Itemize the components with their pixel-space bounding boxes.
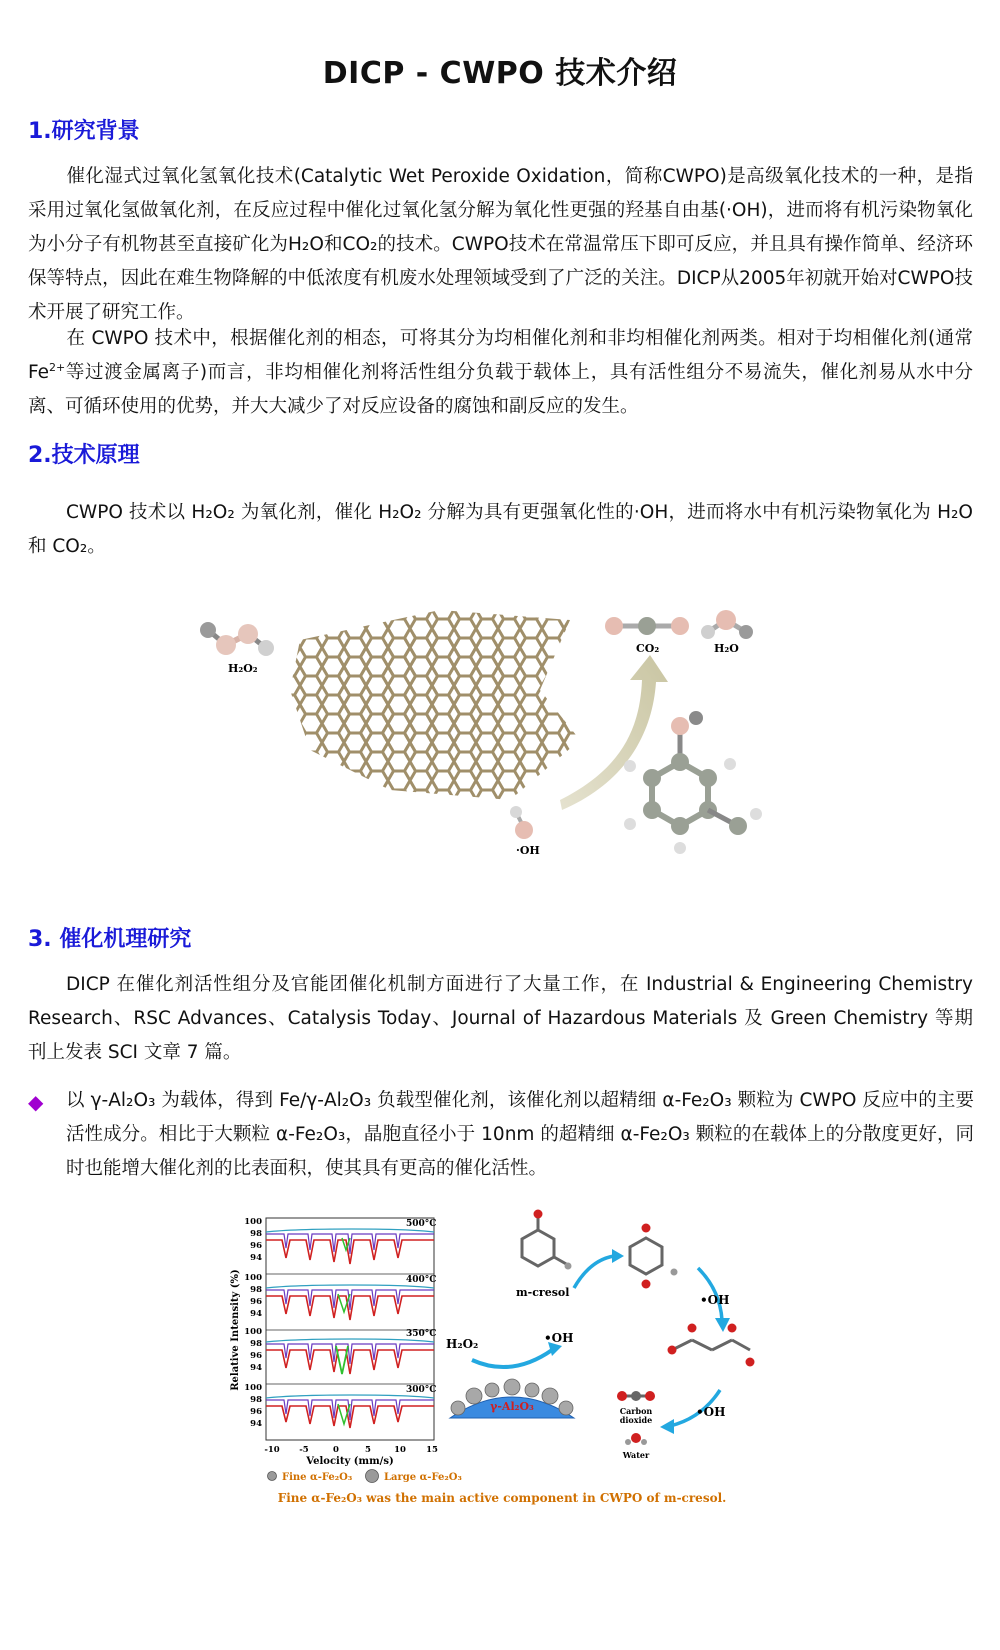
dioxide-label: dioxide	[619, 1415, 653, 1425]
catalyst-carbon-sheet-icon	[290, 610, 580, 800]
section3-bullet-paragraph: 以 γ-Al₂O₃ 为载体，得到 Fe/γ-Al₂O₃ 负载型催化剂，该催化剂以超精细 α-Fe₂O₃ 颗粒为 CWPO 反应中的主要活性成分。相比于大颗粒 α-Fe₂O₃，晶胞直径小于 10nm 的超精细 α-Fe₂O₃ 颗粒的在载体上的分散度更好，同时也能增大催化剂的比表面积，使其具有更高的催化活性。	[66, 1090, 974, 1179]
arrow-h2o2-to-oh	[472, 1350, 552, 1367]
section1-p2-text-b: 等过渡金属离子)而言，非均相催化剂将活性组分负载于载体上，具有活性组分不易流失，催化剂易从水中分离、可循环使用的优势，并大大减少了对反应设备的腐蚀和副反应的发生。	[28, 362, 973, 417]
section2-paragraph	[28, 496, 973, 564]
oh-label-3: •OH	[696, 1405, 726, 1419]
ytick-98-b: 98	[250, 1285, 262, 1295]
ytick-96-b: 96	[250, 1297, 262, 1307]
fe-superscript: 2+	[49, 360, 66, 374]
temp-350: 350°C	[406, 1329, 437, 1339]
ytick-100-d: 100	[244, 1383, 262, 1393]
m-cresol-molecule-icon	[624, 711, 762, 854]
legend	[268, 1470, 462, 1484]
mossbauer-spectra-plot	[230, 1217, 438, 1467]
bullet-diamond-icon: ◆	[28, 1090, 44, 1114]
ytick-100: 100	[244, 1217, 262, 1227]
ytick-100-c: 100	[244, 1327, 262, 1337]
section1-p2-text-a: 在 CWPO 技术中，根据催化剂的相态，可将其分为均相催化剂和非均相催化剂两类。相对于均相催化剂(通常 Fe	[28, 328, 973, 383]
co2-label: CO₂	[636, 642, 660, 655]
m-cresol-icon	[522, 1210, 572, 1270]
ytick-94: 94	[250, 1253, 262, 1263]
section3-p1-text: DICP 在催化剂活性组分及官能团催化机制方面进行了大量工作，在 Industrial & Engineering Chemistry Research、RSC Advances、Catalysis Today、Journal of Hazardous Materials 及 Green Chemistry 等期刊上发表 SCI 文章 7 篇。	[28, 974, 973, 1063]
ytick-96: 96	[250, 1241, 262, 1251]
y-axis-label: Relative Intensity (%)	[230, 1269, 241, 1391]
temp-400: 400°C	[406, 1275, 437, 1285]
h2o2-label: H₂O₂	[228, 662, 258, 675]
section1-heading: 1.研究背景	[28, 119, 140, 144]
y-tick-labels	[244, 1217, 262, 1429]
water-label: Water	[622, 1450, 650, 1460]
temp-500: 500°C	[406, 1219, 437, 1229]
section1-paragraph2	[28, 322, 973, 424]
ytick-98-c: 98	[250, 1339, 262, 1349]
oh-label: ·OH	[516, 844, 540, 857]
water-icon	[625, 1433, 647, 1445]
ytick-96-d: 96	[250, 1407, 262, 1417]
carbon-dioxide-icon	[617, 1391, 655, 1401]
h2o2-molecule-icon	[200, 622, 274, 656]
h2o-label: H₂O	[714, 642, 739, 655]
xtick-m5: -5	[299, 1445, 309, 1455]
h2o-molecule-icon	[701, 610, 753, 639]
figure-caption: Fine α-Fe₂O₃ was the main active component in CWPO of m-cresol.	[277, 1491, 727, 1505]
section2-p1-text: CWPO 技术以 H₂O₂ 为氧化剂，催化 H₂O₂ 分解为具有更强氧化性的·OH，进而将水中有机污染物氧化为 H₂O 和 CO₂。	[28, 502, 973, 557]
ytick-100-b: 100	[244, 1273, 262, 1283]
legend-large: Large α-Fe₂O₃	[384, 1472, 462, 1483]
support-label: γ-Al₂O₃	[490, 1400, 534, 1413]
oh-label-1: •OH	[544, 1331, 574, 1345]
section3-paragraph	[28, 968, 973, 1070]
xtick-5: 5	[365, 1445, 371, 1455]
x-tick-labels	[264, 1445, 438, 1455]
h2o2-label-fig2: H₂O₂	[446, 1337, 479, 1351]
page-title: DICP - CWPO 技术介绍	[322, 56, 678, 91]
legend-fine: Fine α-Fe₂O₃	[282, 1472, 353, 1483]
arrow-to-intermediate	[574, 1256, 614, 1288]
ytick-94-d: 94	[250, 1419, 262, 1429]
ytick-94-c: 94	[250, 1363, 262, 1373]
cwpo-principle-illustration	[190, 600, 770, 860]
ytick-96-c: 96	[250, 1351, 262, 1361]
mechanism-figure	[222, 1200, 782, 1520]
xtick-m10: -10	[264, 1445, 280, 1455]
oh-label-2: •OH	[700, 1293, 730, 1307]
co2-molecule-icon	[605, 617, 689, 635]
cwpo-principle-figure	[190, 600, 770, 860]
x-axis-label: Velocity (mm/s)	[306, 1456, 394, 1467]
mechanism-illustration	[222, 1200, 782, 1520]
hydroxyl-radical-icon	[510, 806, 533, 839]
temp-300: 300°C	[406, 1385, 437, 1395]
ytick-98-d: 98	[250, 1395, 262, 1405]
ytick-94-b: 94	[250, 1309, 262, 1319]
xtick-15: 15	[426, 1445, 438, 1455]
xtick-0: 0	[333, 1445, 339, 1455]
ytick-98: 98	[250, 1229, 262, 1239]
carbon-label: Carbon	[619, 1406, 653, 1416]
section1-p1-text: 催化湿式过氧化氢氧化技术(Catalytic Wet Peroxide Oxidation，简称CWPO)是高级氧化技术的一种，是指采用过氧化氢做氧化剂，在反应过程中催化过氧化氢分解为氧化性更强的羟基自由基(·OH)，进而将有机污染物氧化为小分子有机物甚至直接矿化为H₂O和CO₂的技术。CWPO技术在常温常压下即可反应，并且具有操作简单、经济环保等特点，因此在难生物降解的中低浓度有机废水处理领域受到了广泛的关注。DICP从2005年初就开始对CWPO技术开展了研究工作。	[28, 166, 973, 323]
carboxylic-acid-icon	[668, 1324, 755, 1367]
section3-heading: 3. 催化机理研究	[28, 927, 192, 952]
xtick-10: 10	[394, 1445, 406, 1455]
quinone-intermediate-icon	[630, 1224, 678, 1289]
section2-heading: 2.技术原理	[28, 443, 140, 468]
section1-paragraph1	[28, 160, 973, 330]
mechanism-cycle	[446, 1210, 755, 1461]
mcresol-label: m-cresol	[516, 1286, 570, 1299]
